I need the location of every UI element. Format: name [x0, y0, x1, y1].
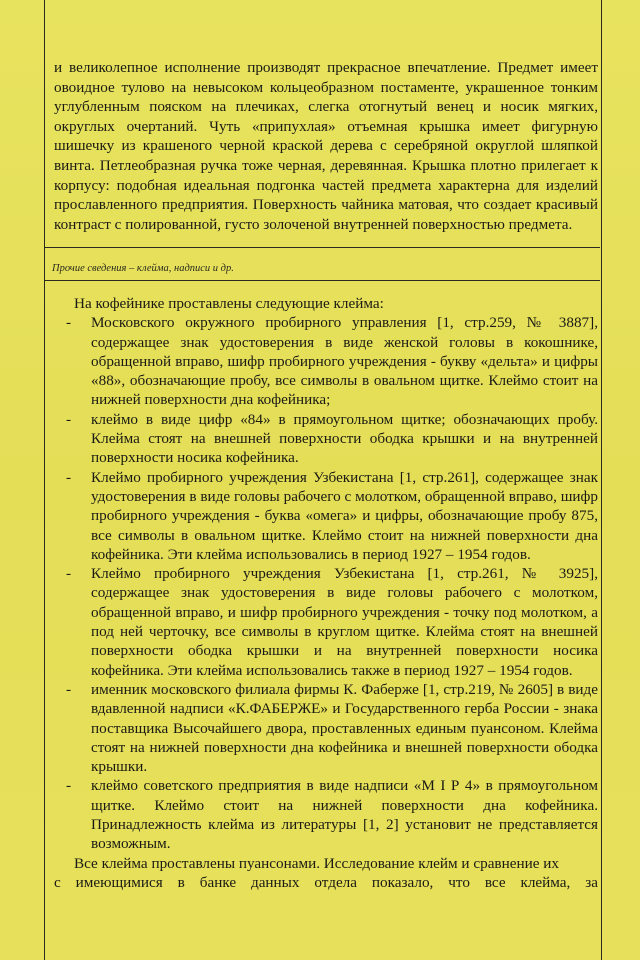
- list-dash: -: [66, 565, 72, 583]
- closing-line-1: Все клейма проставлены пуансонами. Исследование клейм и сравнение их: [74, 854, 559, 872]
- section-label: Прочие сведения – клейма, надписи и др.: [52, 263, 234, 274]
- mark-item: [54, 468, 598, 564]
- list-dash: -: [66, 410, 72, 428]
- closing-line-2: с имеющимися в банке данных отдела показало, что все клейма, за: [54, 873, 598, 891]
- mark-text: именник московского филиала фирмы К. Фаберже [1, стр.219, № 2605] в виде вдавленной надписи «К.ФАБЕРЖЕ» и Государственного герба России - знака поставщика Высочайшего двора, проставленных единым пуансоном. Клейма стоят на нижней поверхности дна кофейника и внешней поверхности ободка крышки.: [91, 680, 598, 776]
- mark-text: Клеймо пробирного учреждения Узбекистана [1, стр.261, № 3925], содержащее знак удостоверения в виде головы рабочего с молотком, обращенной вправо, и шифр пробирного учреждения - точку под молотком, а под ней черточку, все символы в круглом щитке. Клейма стоят на внешней поверхности ободка крышки и на внутренней поверхности носика кофейника. Эти клейма использовались также в период 1927 – 1954 годов.: [91, 565, 598, 679]
- mark-item: [54, 564, 598, 680]
- mark-item: [54, 313, 598, 409]
- list-dash: -: [66, 468, 72, 486]
- description-block: [54, 58, 598, 234]
- list-dash: -: [66, 314, 72, 332]
- mark-text: клеймо в виде цифр «84» в прямоугольном щитке; обозначающих пробу. Клейма стоят на внешней поверхности ободка крышки и на внутренней поверхности носика кофейника.: [91, 410, 598, 467]
- closing-paragraph: [54, 854, 598, 893]
- description-text: и великолепное исполнение производят прекрасное впечатление. Предмет имеет овоидное тулово на невысоком кольцеобразном постаменте, украшенное тонким углубленным пояском на плечиках, слегка отогнутый венец и носик мягких, округлых очертаний. Чуть «припухлая» отъемная крышка имеет фигурную шишечку из крашеного черной краской дерева с серебряной округлой шляпкой винта. Петлеобразная ручка тоже черная, деревянная. Крышка плотно прилегает к корпусу: подобная идеальная подгонка частей предмета характерна для изделий прославленного предприятия. Поверхность чайника матовая, что создает красивый контраст с полированной, густо золоченой внутренней поверхностью предмета.: [54, 59, 598, 233]
- section-divider-bottom: [44, 280, 600, 281]
- mark-item: [54, 776, 598, 853]
- mark-item: [54, 680, 598, 776]
- mark-text: Клеймо пробирного учреждения Узбекистана [1, стр.261], содержащее знак удостоверения в виде головы рабочего с молотком, обращенной вправо, шифр пробирного учреждения - буква «омега» и цифры, обозначающие пробу 875, все символы в овальном щитке. Клеймо стоит на нижней поверхности дна кофейника. Эти клейма использовались в период 1927 – 1954 годов.: [91, 468, 598, 563]
- marks-section: [54, 294, 598, 892]
- list-dash: -: [66, 777, 72, 795]
- mark-item: [54, 410, 598, 468]
- marks-intro: На кофейнике проставлены следующие клейма:: [74, 295, 384, 312]
- mark-text: клеймо советского предприятия в виде надписи «М I Р 4» в прямоугольном щитке. Клеймо стоит на нижней поверхности дна кофейника. Принадлежность клейма из литературы [1, 2] установит не представляется возможным.: [91, 777, 598, 853]
- list-dash: -: [66, 680, 72, 698]
- section-divider-top: [44, 247, 600, 248]
- mark-text: Московского окружного пробирного управления [1, стр.259, № 3887], содержащее знак удостоверения в виде женской головы в кокошнике, обращенной вправо, шифр пробирного учреждения - букву «дельта» и цифры «88», обозначающие пробу, все символы в овальном щитке. Клеймо стоит на нижней поверхности дна кофейника;: [91, 314, 598, 409]
- marks-list: [54, 313, 598, 853]
